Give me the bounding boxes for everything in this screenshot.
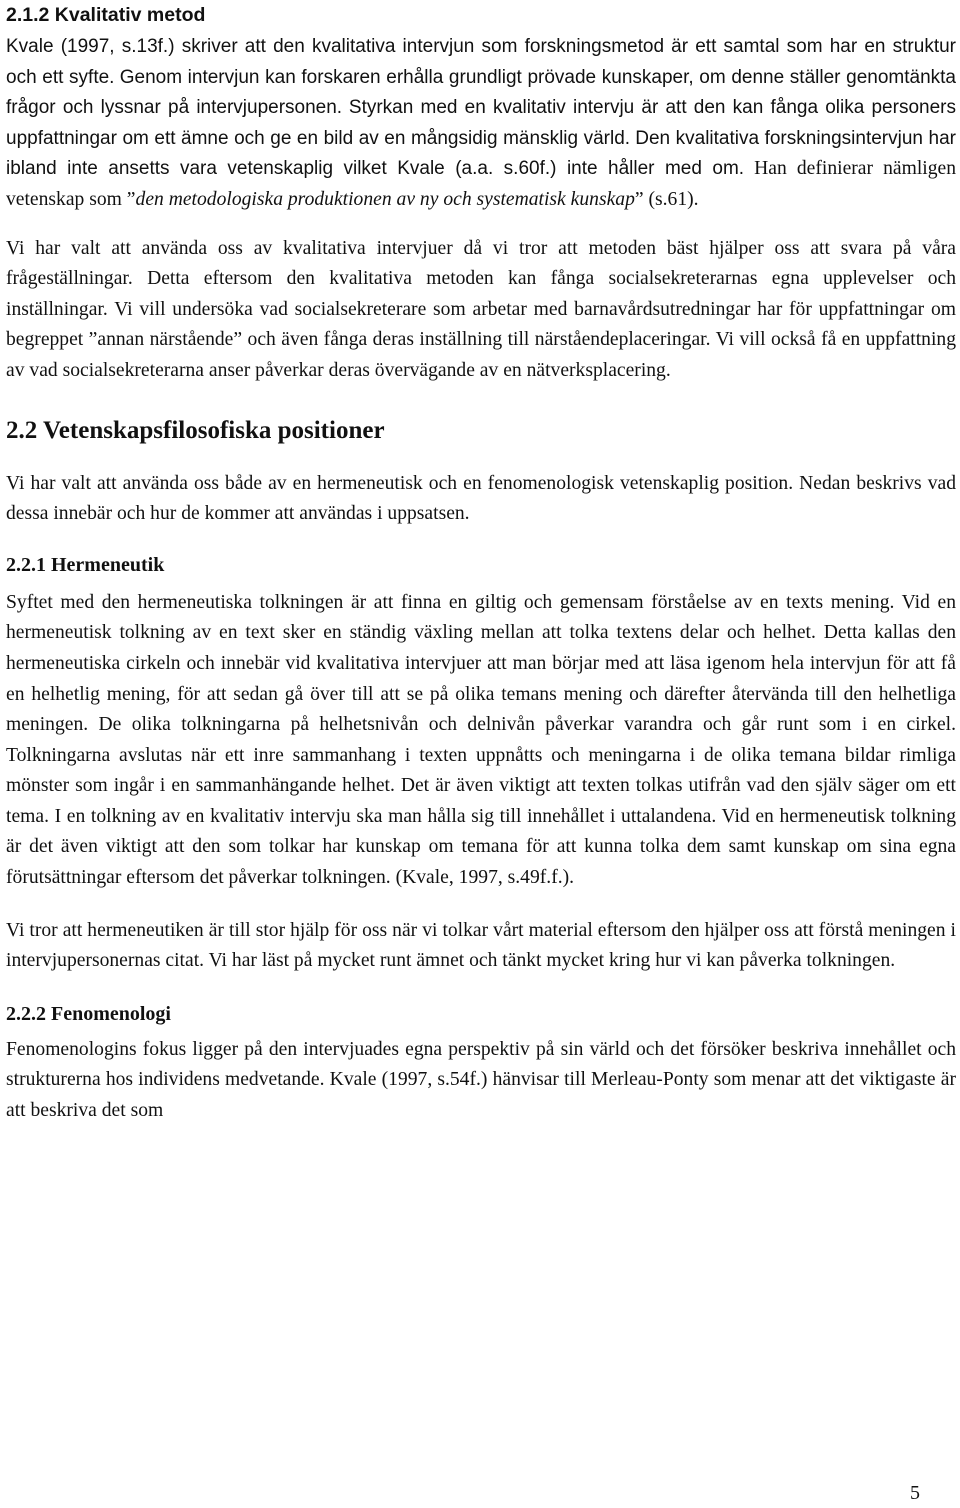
paragraph-hermeneutik-1: Syftet med den hermeneutiska tolkningen är att finna en giltig och gemensam förståelse av en texts mening. Vid en hermeneutisk tolkning av en text sker en ständig växling mellan att tolka textens delar och helhet. Detta kallas den hermeneutiska cirkeln och innebär vid kvalitativa intervjuer att man börjar med att läsa igenom hela intervjun för att få en helhetlig mening, för att sedan gå över till att se på olika temans mening och därefter återvända till den helhetliga meningen. De olika tolkningarna på helhetsnivån och delnivån påverkar varandra och går runt som i en cirkel. Tolkningarna avslutas när ett inre sammanhang i texten uppnåtts och meningarna i de olika temana bildar rimliga mönster som ingår i en sammanhängande helhet. Det är även viktigt att texten tolkas utifrån vad den själv säger om ett tema. I en tolkning av en kvalitativ intervju ska man hålla sig till innehållet i uttalandena. Vid en hermeneutisk tolkning är det även viktigt att den som tolkar har kunskap om temana för att kunna tolka dem samt kunskap om sina egna förutsättningar eftersom det påverkar tolkningen. (Kvale, 1997, s.49f.f.).	[6, 591, 956, 889]
section-heading-2-2-2: 2.2.2 Fenomenologi	[6, 1002, 171, 1025]
sentence-3: Styrkan med en kvalitativ intervju är att den kan fånga olika personers uppfattningar om ett ämne och ge en bild av en mångsidig mänsklig värld.	[6, 97, 956, 149]
paragraph-hermeneutik-2: Vi tror att hermeneutiken är till stor hjälp för oss när vi tolkar vårt material eftersom den hjälper oss att förstå meningen i intervjupersonernas citat. Vi har läst på mycket runt ämnet och tänkt mycket kring hur vi kan påverka tolkningen.	[6, 919, 956, 972]
paragraph-kvalitativ-metod-2: Vi har valt att använda oss av kvalitativa intervjuer då vi tror att metoden bäst hjälper oss att svara på våra frågeställningar. Detta eftersom den kvalitativa metoden kan fånga socialsekreterarnas egna upplevelser och inställningar. Vi vill undersöka vad socialsekreterare som arbetar med barnavårdsutredningar har för uppfattningar om begreppet ”annan närstående” och även fånga deras inställning till närståendeplaceringar. Vi vill också få en uppfattning av vad socialsekreterarna anser påverkar deras övervägande av en nätverksplacering.	[6, 237, 956, 381]
page-number: 5	[910, 1482, 920, 1504]
paragraph-positioner: Vi har valt att använda oss både av en hermeneutisk och en fenomenologisk vetenskaplig position. Nedan beskrivs vad dessa innebär och hur de kommer att användas i uppsatsen.	[6, 472, 956, 525]
sentence-1: Kvale (1997, s.13f.) skriver att den kvalitativa intervjun som forskningsmetod är ett samtal som har en struktur och ett syfte.	[6, 36, 956, 88]
paragraph-fenomenologi: Fenomenologins fokus ligger på den intervjuades egna perspektiv på sin värld och det försöker beskriva innehållet och strukturerna hos individens medvetande. Kvale (1997, s.54f.) hänvisar till Merleau-Ponty som menar att det viktigaste är att beskriva det som	[6, 1038, 956, 1122]
sentence-5-start: Han definierar nämligen vetenskap som ”	[6, 158, 956, 210]
document-page	[6, 0, 956, 1127]
section-heading-2-2-1: 2.2.1 Hermeneutik	[6, 553, 165, 576]
sentence-5-end: ” (s.61).	[634, 188, 699, 210]
section-heading-2-1-2: 2.1.2 Kvalitativ metod	[6, 4, 206, 26]
definition-quote: den metodologiska produktionen av ny och systematisk kunskap	[135, 188, 635, 210]
sentence-2: Genom intervjun kan forskaren erhålla grundligt prövade kunskaper, om denne ställer genomtänkta frågor och lyssnar på intervjupersonen.	[6, 66, 956, 119]
sentence-4: Den kvalitativa forskningsintervjun har ibland inte ansetts vara vetenskaplig vilket Kvale (a.a. s.60f.) inte håller med om.	[6, 127, 956, 180]
paragraph-kvalitativ-metod-1	[6, 32, 956, 216]
section-heading-2-2: 2.2 Vetenskapsfilosofiska positioner	[6, 416, 385, 444]
